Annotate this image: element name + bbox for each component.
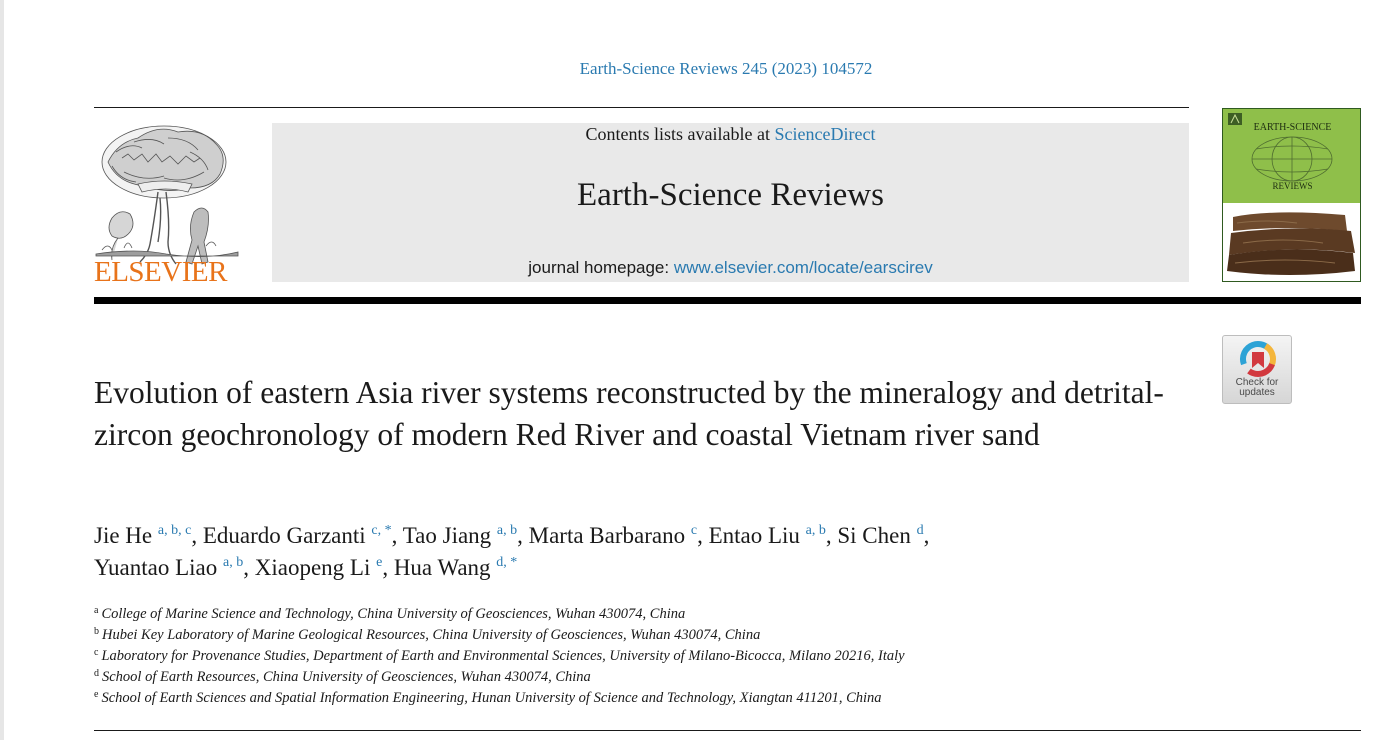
publisher-name[interactable]: ELSEVIER	[94, 256, 227, 288]
author-affiliation-marker[interactable]: d, *	[496, 555, 518, 570]
contents-prefix: Contents lists available at	[585, 124, 770, 144]
author-name[interactable]: Marta Barbarano	[528, 523, 686, 548]
author-item[interactable]	[709, 523, 832, 548]
author-affiliation-marker[interactable]: a, b	[496, 523, 518, 538]
header-top-rule	[94, 107, 1189, 108]
author-list	[94, 520, 1194, 584]
author-affiliation-marker[interactable]: a, b	[805, 523, 826, 538]
crossmark-icon	[1239, 340, 1277, 378]
affiliation-key: c	[94, 647, 99, 658]
author-name[interactable]: Si Chen	[837, 523, 911, 548]
affiliation-item	[94, 688, 1294, 709]
check-for-updates-button[interactable]	[1222, 335, 1292, 404]
journal-citation[interactable]	[0, 59, 1378, 79]
affiliation-text: School of Earth Sciences and Spatial Information Engineering, Hunan University of Science and Technology, Xiangtan 411201, China	[101, 690, 882, 706]
affiliation-text: School of Earth Resources, China University of Geosciences, Wuhan 430074, China	[102, 669, 591, 685]
cover-title: EARTH-SCIENCE	[1253, 122, 1332, 133]
affiliation-list	[94, 604, 1294, 709]
author-name[interactable]: Xiaopeng Li	[254, 555, 371, 580]
author-separator: ,	[191, 523, 198, 548]
author-affiliation-marker[interactable]: d	[916, 523, 924, 538]
cover-photo-icon	[1223, 203, 1361, 282]
author-name[interactable]: Yuantao Liao	[94, 555, 218, 580]
author-item[interactable]	[255, 555, 388, 580]
author-item[interactable]	[203, 523, 398, 548]
sciencedirect-link[interactable]: ScienceDirect	[774, 124, 876, 144]
author-separator: ,	[923, 523, 930, 548]
globe-grid-icon	[1223, 134, 1361, 184]
author-item[interactable]	[403, 523, 523, 548]
affiliation-text: Hubei Key Laboratory of Marine Geological Resources, China University of Geosciences, Wuhan 430074, China	[102, 627, 761, 643]
affiliation-item	[94, 625, 1294, 646]
affiliation-key: d	[94, 668, 99, 679]
affiliation-key: e	[94, 689, 99, 700]
author-affiliation-marker[interactable]: a, b, c	[157, 523, 192, 538]
affiliations-bottom-rule	[94, 730, 1361, 731]
author-separator: ,	[517, 523, 523, 548]
author-separator: ,	[382, 555, 389, 580]
check-for-updates-label	[1223, 378, 1291, 398]
homepage-link[interactable]: www.elsevier.com/locate/earscirev	[673, 258, 933, 277]
cover-subtitle: REVIEWS	[1272, 181, 1313, 191]
affiliation-text: College of Marine Science and Technology, China University of Geosciences, Wuhan 430074, China	[101, 606, 686, 622]
author-separator: ,	[825, 523, 832, 548]
author-name[interactable]: Tao Jiang	[402, 523, 492, 548]
check-label-line2: updates	[1239, 387, 1275, 398]
citation-link[interactable]: Earth-Science Reviews 245 (2023) 104572	[579, 59, 873, 78]
journal-cover[interactable]	[1222, 108, 1361, 282]
homepage-line	[0, 258, 1378, 278]
journal-title: Earth-Science Reviews	[577, 177, 884, 213]
author-item[interactable]	[94, 555, 249, 580]
author-separator: ,	[243, 555, 249, 580]
author-name[interactable]: Jie He	[94, 523, 153, 548]
author-item[interactable]	[529, 523, 703, 548]
author-item[interactable]	[94, 523, 197, 548]
homepage-prefix: journal homepage:	[528, 258, 670, 277]
author-name[interactable]: Eduardo Garzanti	[202, 523, 366, 548]
author-affiliation-marker[interactable]: a, b	[223, 555, 244, 570]
affiliation-item	[94, 604, 1294, 625]
author-affiliation-marker[interactable]: e	[376, 555, 383, 570]
check-label-line1: Check for	[1235, 377, 1279, 388]
affiliation-key: a	[94, 605, 99, 616]
author-item[interactable]	[837, 523, 929, 548]
viewer-edge	[0, 0, 4, 740]
affiliation-key: b	[94, 626, 99, 637]
affiliation-item	[94, 646, 1294, 667]
affiliation-item	[94, 667, 1294, 688]
header-bottom-rule	[94, 297, 1361, 304]
author-item[interactable]	[394, 555, 517, 580]
author-name[interactable]: Hua Wang	[393, 555, 491, 580]
author-affiliation-marker[interactable]: c	[690, 523, 698, 538]
affiliation-text: Laboratory for Provenance Studies, Department of Earth and Environmental Sciences, University of Milano-Bicocca, Milano 20216, Italy	[101, 648, 905, 664]
article-title: Evolution of eastern Asia river systems reconstructed by the mineralogy and detrital-zircon geochronology of modern Red River and coastal Vietnam river sand	[94, 375, 1164, 452]
author-separator: ,	[391, 523, 398, 548]
author-affiliation-marker[interactable]: c, *	[371, 523, 392, 538]
contents-line	[0, 124, 1378, 145]
author-name[interactable]: Entao Liu	[708, 523, 800, 548]
author-separator: ,	[697, 523, 703, 548]
